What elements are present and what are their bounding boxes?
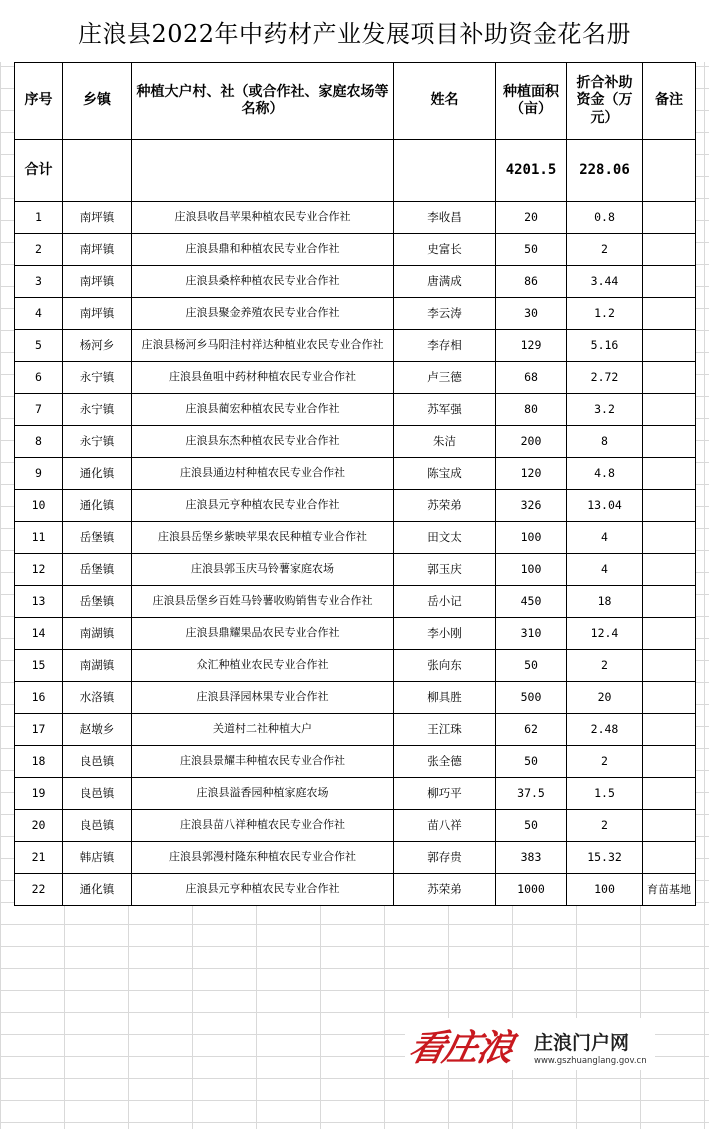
header-area: 种植面积（亩） [496, 63, 567, 140]
site-logo-url: www.gszhuanglang.gov.cn [534, 1056, 647, 1066]
cell-subsidy: 3.44 [567, 266, 643, 298]
total-town [63, 140, 132, 202]
cell-name: 张向东 [394, 650, 496, 682]
cell-subsidy: 12.4 [567, 618, 643, 650]
table-row [15, 554, 696, 586]
cell-area: 20 [496, 202, 567, 234]
table-row [15, 778, 696, 810]
cell-name: 王江珠 [394, 714, 496, 746]
cell-subsidy: 1.2 [567, 298, 643, 330]
cell-name: 陈宝成 [394, 458, 496, 490]
cell-area: 450 [496, 586, 567, 618]
cell-name: 李存相 [394, 330, 496, 362]
cell-org: 庄浪县鱼咀中药材种植农民专业合作社 [132, 362, 394, 394]
cell-seq: 2 [15, 234, 63, 266]
cell-seq: 14 [15, 618, 63, 650]
cell-note [643, 202, 696, 234]
cell-note [643, 266, 696, 298]
cell-org: 庄浪县桑梓种植农民专业合作社 [132, 266, 394, 298]
cell-org: 庄浪县元亨种植农民专业合作社 [132, 874, 394, 906]
cell-seq: 6 [15, 362, 63, 394]
cell-note [643, 810, 696, 842]
table-row [15, 746, 696, 778]
table-row [15, 426, 696, 458]
cell-org: 庄浪县溢香园种植家庭农场 [132, 778, 394, 810]
total-label: 合计 [15, 140, 63, 202]
table-row [15, 810, 696, 842]
cell-name: 朱洁 [394, 426, 496, 458]
table-row [15, 362, 696, 394]
cell-town: 岳堡镇 [63, 522, 132, 554]
cell-name: 苏荣弟 [394, 490, 496, 522]
cell-area: 120 [496, 458, 567, 490]
cell-seq: 4 [15, 298, 63, 330]
cell-area: 80 [496, 394, 567, 426]
cell-area: 129 [496, 330, 567, 362]
cell-area: 86 [496, 266, 567, 298]
cell-subsidy: 2 [567, 650, 643, 682]
cell-subsidy: 4.8 [567, 458, 643, 490]
header-town: 乡镇 [63, 63, 132, 140]
cell-seq: 7 [15, 394, 63, 426]
cell-note [643, 234, 696, 266]
cell-subsidy: 1.5 [567, 778, 643, 810]
cell-seq: 22 [15, 874, 63, 906]
cell-note [643, 682, 696, 714]
cell-town: 永宁镇 [63, 426, 132, 458]
cell-name: 史富长 [394, 234, 496, 266]
cell-subsidy: 20 [567, 682, 643, 714]
cell-org: 众汇种植业农民专业合作社 [132, 650, 394, 682]
cell-seq: 9 [15, 458, 63, 490]
cell-subsidy: 2.72 [567, 362, 643, 394]
total-area: 4201.5 [496, 140, 567, 202]
cell-name: 柳巧平 [394, 778, 496, 810]
cell-subsidy: 2.48 [567, 714, 643, 746]
cell-area: 326 [496, 490, 567, 522]
cell-town: 永宁镇 [63, 362, 132, 394]
cell-seq: 12 [15, 554, 63, 586]
cell-name: 苏军强 [394, 394, 496, 426]
cell-name: 田文太 [394, 522, 496, 554]
cell-seq: 16 [15, 682, 63, 714]
cell-town: 岳堡镇 [63, 586, 132, 618]
cell-subsidy: 2 [567, 746, 643, 778]
cell-name: 张全德 [394, 746, 496, 778]
cell-town: 永宁镇 [63, 394, 132, 426]
cell-area: 50 [496, 746, 567, 778]
table-row [15, 266, 696, 298]
table-row [15, 682, 696, 714]
cell-area: 50 [496, 234, 567, 266]
cell-subsidy: 0.8 [567, 202, 643, 234]
cell-org: 庄浪县通边村种植农民专业合作社 [132, 458, 394, 490]
cell-subsidy: 3.2 [567, 394, 643, 426]
cell-note [643, 586, 696, 618]
cell-town: 通化镇 [63, 458, 132, 490]
header-seq: 序号 [15, 63, 63, 140]
cell-area: 200 [496, 426, 567, 458]
cell-area: 1000 [496, 874, 567, 906]
cell-name: 卢三德 [394, 362, 496, 394]
cell-seq: 17 [15, 714, 63, 746]
cell-town: 良邑镇 [63, 810, 132, 842]
cell-subsidy: 18 [567, 586, 643, 618]
cell-seq: 10 [15, 490, 63, 522]
cell-seq: 1 [15, 202, 63, 234]
cell-org: 庄浪县鼎和种植农民专业合作社 [132, 234, 394, 266]
cell-note [643, 298, 696, 330]
cell-org: 庄浪县元亨种植农民专业合作社 [132, 490, 394, 522]
cell-town: 南坪镇 [63, 298, 132, 330]
table-row [15, 714, 696, 746]
cell-name: 唐满成 [394, 266, 496, 298]
cell-area: 100 [496, 522, 567, 554]
cell-note [643, 746, 696, 778]
cell-town: 岳堡镇 [63, 554, 132, 586]
cell-area: 62 [496, 714, 567, 746]
cell-town: 水洛镇 [63, 682, 132, 714]
cell-name: 郭存贵 [394, 842, 496, 874]
cell-note [643, 554, 696, 586]
table-row [15, 522, 696, 554]
cell-town: 通化镇 [63, 490, 132, 522]
subsidy-table [14, 62, 696, 906]
cell-town: 良邑镇 [63, 746, 132, 778]
cell-town: 通化镇 [63, 874, 132, 906]
total-name [394, 140, 496, 202]
cell-org: 庄浪县杨河乡马阳洼村祥达种植业农民专业合作社 [132, 330, 394, 362]
cell-town: 韩店镇 [63, 842, 132, 874]
cell-org: 庄浪县岳堡乡百姓马铃薯收购销售专业合作社 [132, 586, 394, 618]
cell-subsidy: 5.16 [567, 330, 643, 362]
cell-seq: 21 [15, 842, 63, 874]
cell-note [643, 522, 696, 554]
cell-area: 37.5 [496, 778, 567, 810]
page-title: 庄浪县2022年中药材产业发展项目补助资金花名册 [0, 0, 709, 62]
cell-note [643, 490, 696, 522]
cell-town: 南坪镇 [63, 266, 132, 298]
cell-subsidy: 100 [567, 874, 643, 906]
cell-note [643, 426, 696, 458]
cell-area: 68 [496, 362, 567, 394]
cell-area: 100 [496, 554, 567, 586]
cell-area: 500 [496, 682, 567, 714]
table-row [15, 394, 696, 426]
cell-subsidy: 4 [567, 522, 643, 554]
table-row [15, 202, 696, 234]
cell-org: 关道村二社种植大户 [132, 714, 394, 746]
table-row [15, 298, 696, 330]
cell-subsidy: 4 [567, 554, 643, 586]
cell-org: 庄浪县收昌苹果种植农民专业合作社 [132, 202, 394, 234]
cell-area: 383 [496, 842, 567, 874]
cell-org: 庄浪县鼎耀果品农民专业合作社 [132, 618, 394, 650]
cell-seq: 8 [15, 426, 63, 458]
cell-town: 杨河乡 [63, 330, 132, 362]
cell-seq: 15 [15, 650, 63, 682]
cell-name: 岳小记 [394, 586, 496, 618]
table-row [15, 330, 696, 362]
cell-town: 南湖镇 [63, 650, 132, 682]
cell-name: 苏荣弟 [394, 874, 496, 906]
cell-org: 庄浪县郭玉庆马铃薯家庭农场 [132, 554, 394, 586]
site-logo-brush: 看庄浪 [405, 1027, 516, 1069]
cell-note [643, 714, 696, 746]
cell-subsidy: 2 [567, 234, 643, 266]
header-subsidy: 折合补助资金（万元） [567, 63, 643, 140]
cell-seq: 3 [15, 266, 63, 298]
table-row [15, 458, 696, 490]
cell-area: 310 [496, 618, 567, 650]
table-row [15, 618, 696, 650]
cell-area: 50 [496, 810, 567, 842]
header-org: 种植大户村、社（或合作社、家庭农场等名称） [132, 63, 394, 140]
table-row [15, 234, 696, 266]
cell-subsidy: 8 [567, 426, 643, 458]
cell-name: 李收昌 [394, 202, 496, 234]
header-row [15, 63, 696, 140]
cell-org: 庄浪县聚金养殖农民专业合作社 [132, 298, 394, 330]
cell-org: 庄浪县景耀丰种植农民专业合作社 [132, 746, 394, 778]
cell-note [643, 618, 696, 650]
cell-org: 庄浪县泽园林果专业合作社 [132, 682, 394, 714]
cell-org: 庄浪县东杰种植农民专业合作社 [132, 426, 394, 458]
table-row [15, 874, 696, 906]
cell-subsidy: 15.32 [567, 842, 643, 874]
cell-name: 李云涛 [394, 298, 496, 330]
cell-note [643, 394, 696, 426]
cell-note: 育苗基地 [643, 874, 696, 906]
cell-town: 赵墩乡 [63, 714, 132, 746]
cell-note [643, 458, 696, 490]
total-subsidy: 228.06 [567, 140, 643, 202]
cell-name: 李小刚 [394, 618, 496, 650]
cell-org: 庄浪县岳堡乡紫映苹果农民种植专业合作社 [132, 522, 394, 554]
cell-town: 良邑镇 [63, 778, 132, 810]
cell-area: 50 [496, 650, 567, 682]
cell-note [643, 842, 696, 874]
cell-area: 30 [496, 298, 567, 330]
cell-town: 南坪镇 [63, 234, 132, 266]
cell-org: 庄浪县郭漫村隆东种植农民专业合作社 [132, 842, 394, 874]
cell-seq: 11 [15, 522, 63, 554]
site-logo-name: 庄浪门户网 [534, 1032, 630, 1054]
cell-town: 南坪镇 [63, 202, 132, 234]
cell-name: 柳具胜 [394, 682, 496, 714]
cell-note [643, 330, 696, 362]
cell-note [643, 362, 696, 394]
cell-org: 庄浪县蔺宏种植农民专业合作社 [132, 394, 394, 426]
table-row [15, 842, 696, 874]
cell-seq: 20 [15, 810, 63, 842]
cell-name: 郭玉庆 [394, 554, 496, 586]
cell-subsidy: 13.04 [567, 490, 643, 522]
table-row [15, 650, 696, 682]
cell-subsidy: 2 [567, 810, 643, 842]
total-org [132, 140, 394, 202]
cell-seq: 13 [15, 586, 63, 618]
cell-town: 南湖镇 [63, 618, 132, 650]
total-row [15, 140, 696, 202]
cell-name: 苗八祥 [394, 810, 496, 842]
header-name: 姓名 [394, 63, 496, 140]
table-row [15, 586, 696, 618]
cell-seq: 5 [15, 330, 63, 362]
cell-note [643, 778, 696, 810]
header-note: 备注 [643, 63, 696, 140]
table-row [15, 490, 696, 522]
cell-note [643, 650, 696, 682]
cell-seq: 18 [15, 746, 63, 778]
cell-seq: 19 [15, 778, 63, 810]
cell-org: 庄浪县苗八祥种植农民专业合作社 [132, 810, 394, 842]
total-note [643, 140, 696, 202]
